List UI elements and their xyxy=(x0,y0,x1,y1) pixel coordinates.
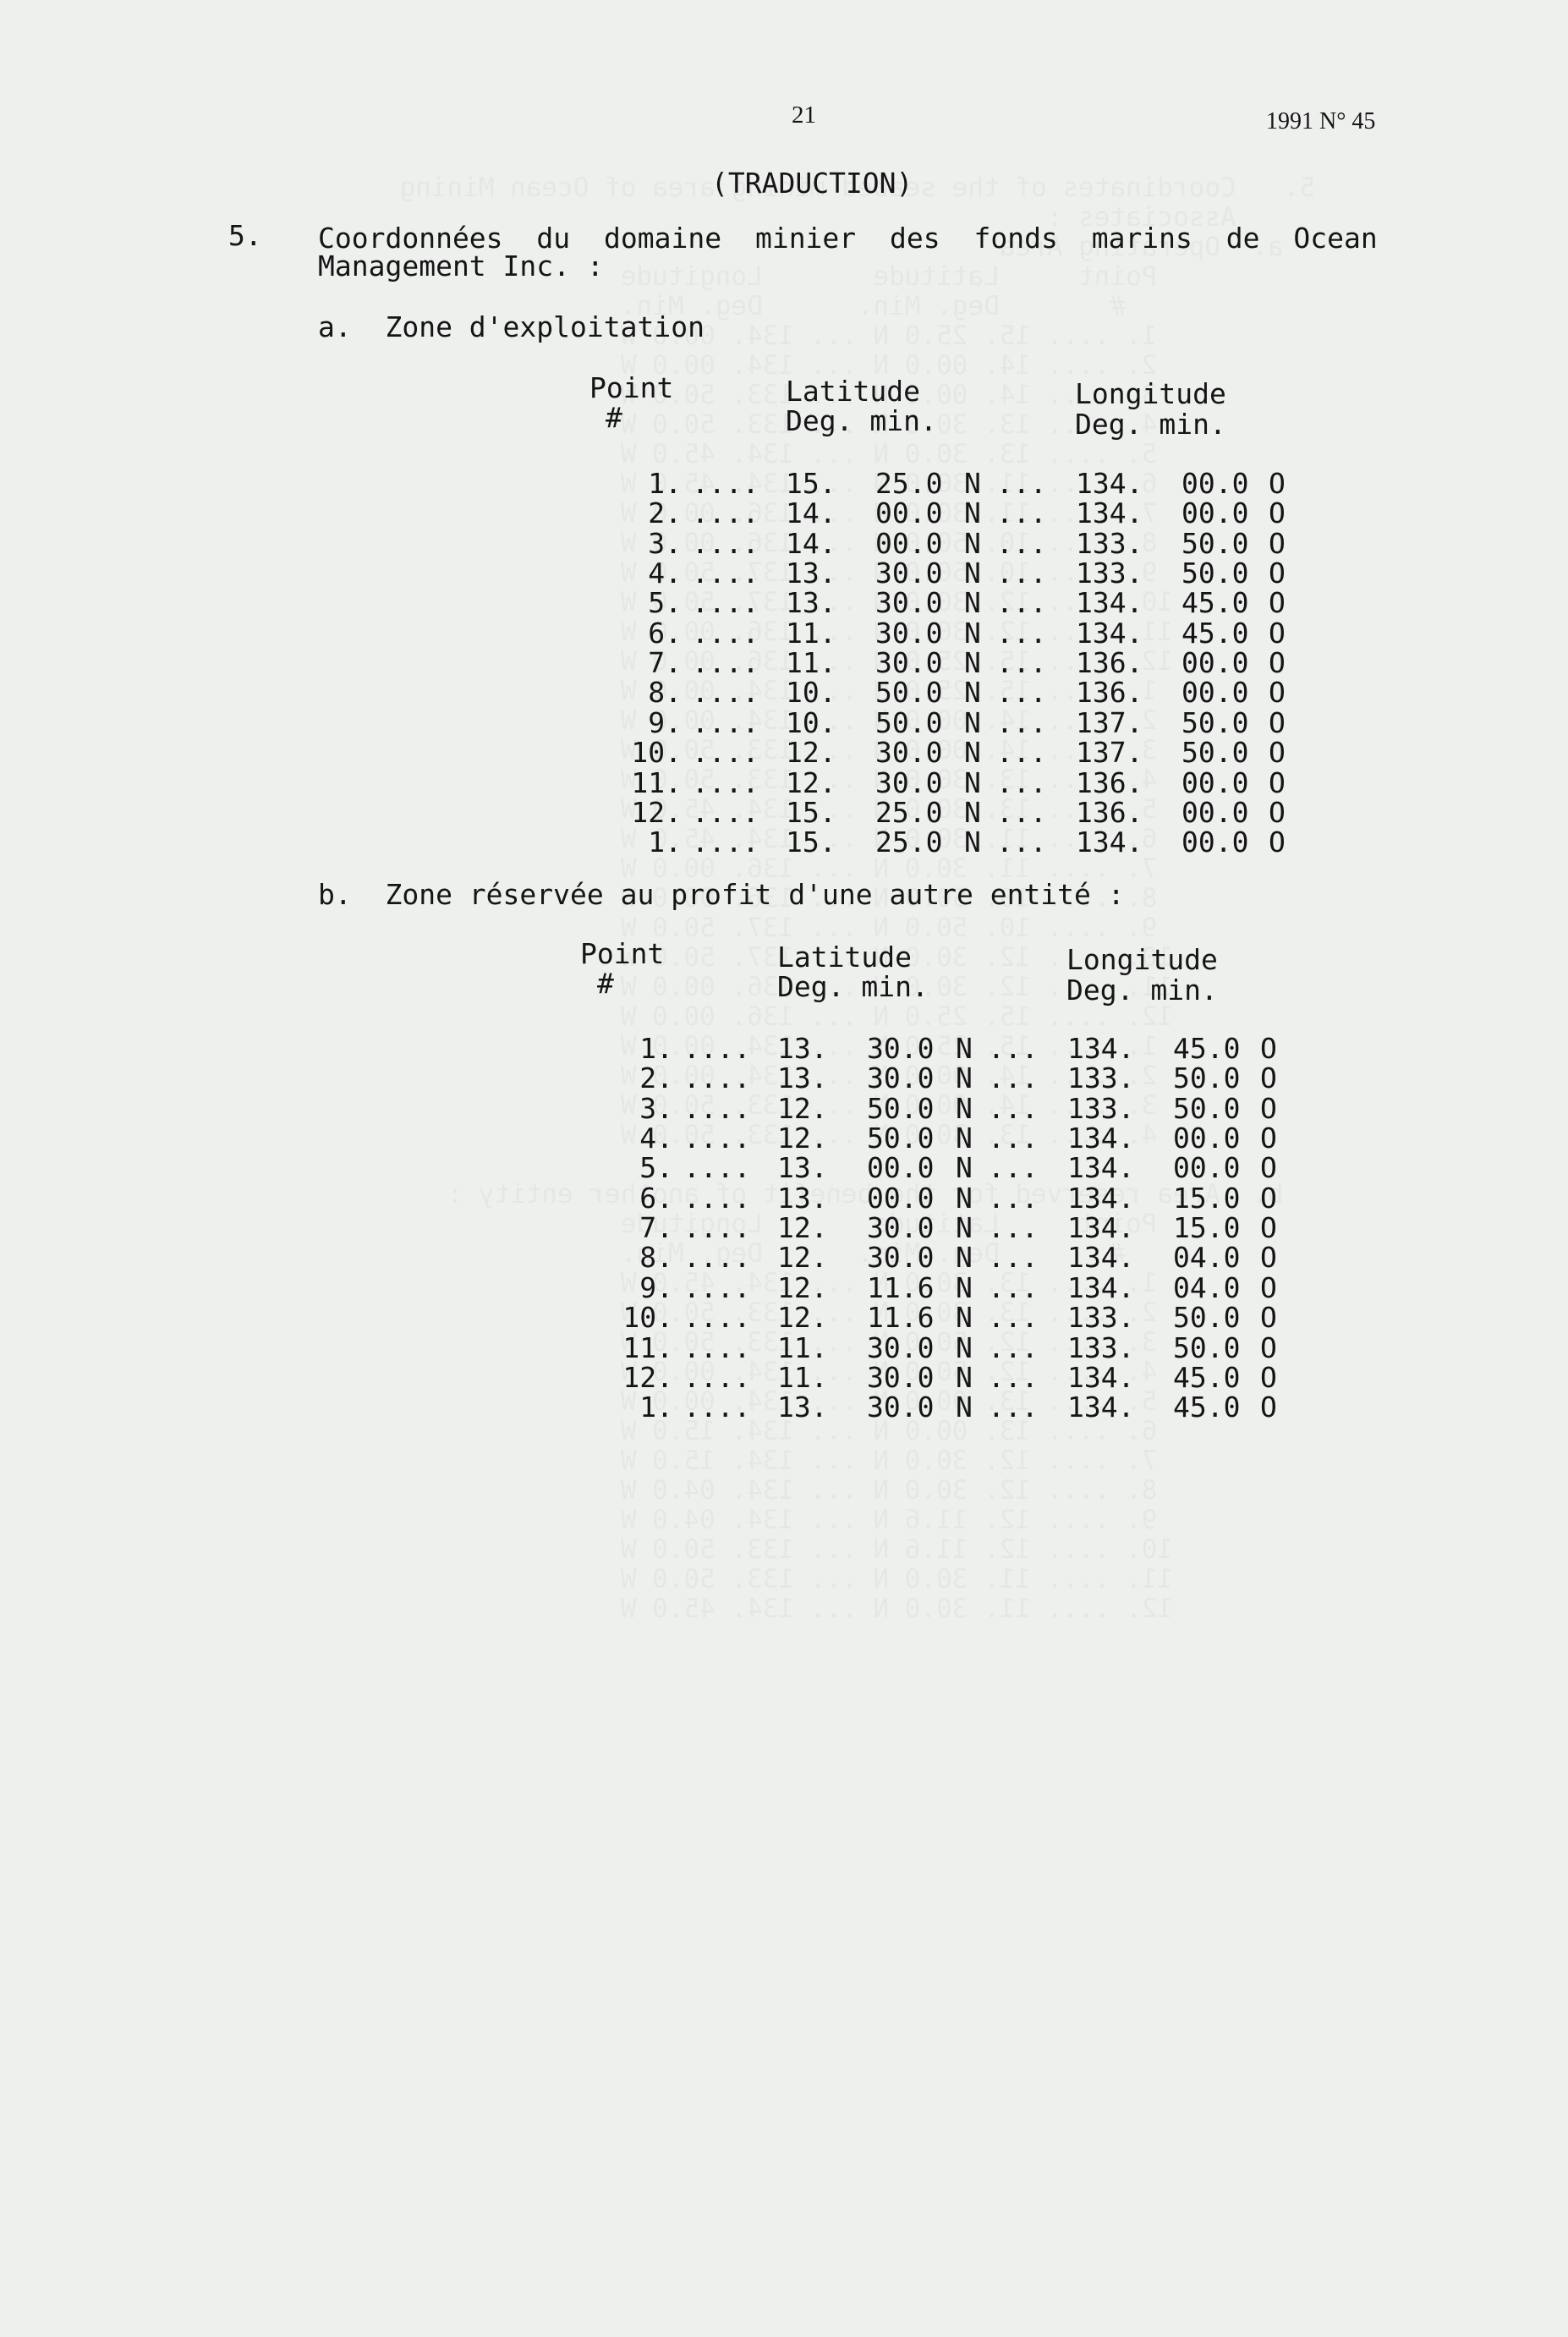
latitude-degrees: 12. xyxy=(777,1211,828,1245)
latitude-degrees: 11. xyxy=(777,1360,828,1394)
point-number: 11. xyxy=(622,1330,673,1364)
longitude-degrees: 134. xyxy=(1067,1122,1135,1155)
longitude-minutes: 04.0 xyxy=(1173,1270,1241,1304)
table-b-col-longitude: Longitude xyxy=(1066,943,1218,976)
leader-dots: .... xyxy=(683,1270,751,1304)
longitude-minutes: 50.0 xyxy=(1173,1301,1241,1335)
latitude-hemisphere: N xyxy=(964,557,981,590)
longitude-hemisphere: O xyxy=(1269,795,1286,829)
latitude-minutes: 30.0 xyxy=(875,586,943,620)
point-number: 8. xyxy=(648,676,682,710)
latitude-degrees: 12. xyxy=(786,736,836,770)
longitude-minutes: 00.0 xyxy=(1181,467,1249,500)
leader-dots: ... xyxy=(996,586,1047,620)
longitude-hemisphere: O xyxy=(1260,1330,1277,1364)
longitude-hemisphere: O xyxy=(1260,1122,1277,1155)
leader-dots: .... xyxy=(683,1062,751,1095)
longitude-hemisphere: O xyxy=(1260,1241,1277,1275)
latitude-minutes: 11.6 xyxy=(867,1301,935,1335)
latitude-hemisphere: N xyxy=(956,1241,973,1275)
leader-dots: ... xyxy=(996,736,1047,770)
table-row xyxy=(0,588,1568,618)
leader-dots: .... xyxy=(692,586,759,620)
leader-dots: .... xyxy=(683,1330,751,1364)
longitude-minutes: 00.0 xyxy=(1181,826,1249,859)
longitude-degrees: 136. xyxy=(1076,795,1143,829)
latitude-hemisphere: N xyxy=(964,586,981,620)
leader-dots: ... xyxy=(988,1301,1039,1335)
longitude-minutes: 45.0 xyxy=(1173,1360,1241,1394)
longitude-minutes: 00.0 xyxy=(1181,765,1249,799)
table-b-col-latitude: Latitude xyxy=(777,941,912,974)
latitude-minutes: 00.0 xyxy=(867,1151,935,1185)
longitude-minutes: 00.0 xyxy=(1181,795,1249,829)
latitude-hemisphere: N xyxy=(964,616,981,650)
longitude-minutes: 45.0 xyxy=(1181,616,1249,650)
leader-dots: ... xyxy=(996,646,1047,680)
latitude-hemisphere: N xyxy=(956,1391,973,1424)
longitude-hemisphere: O xyxy=(1269,765,1286,799)
longitude-minutes: 00.0 xyxy=(1181,646,1249,680)
table-row xyxy=(0,618,1568,649)
longitude-degrees: 134. xyxy=(1067,1181,1135,1215)
longitude-degrees: 133. xyxy=(1067,1330,1135,1364)
latitude-degrees: 10. xyxy=(786,676,836,710)
latitude-hemisphere: N xyxy=(956,1270,973,1304)
longitude-hemisphere: O xyxy=(1260,1151,1277,1185)
latitude-minutes: 11.6 xyxy=(867,1270,935,1304)
section-heading-line2: Management Inc. : xyxy=(318,250,604,283)
latitude-degrees: 11. xyxy=(777,1330,828,1364)
longitude-minutes: 50.0 xyxy=(1173,1062,1241,1095)
longitude-degrees: 133. xyxy=(1067,1091,1135,1125)
longitude-minutes: 45.0 xyxy=(1173,1032,1241,1065)
latitude-minutes: 25.0 xyxy=(875,826,943,859)
table-row xyxy=(0,648,1568,678)
leader-dots: ... xyxy=(996,496,1047,530)
latitude-hemisphere: N xyxy=(964,795,981,829)
section-number: 5. xyxy=(228,219,262,252)
longitude-degrees: 134. xyxy=(1076,496,1143,530)
point-number: 4. xyxy=(648,557,682,590)
longitude-hemisphere: O xyxy=(1269,526,1286,560)
latitude-minutes: 25.0 xyxy=(875,467,943,500)
latitude-minutes: 30.0 xyxy=(867,1062,935,1095)
leader-dots: ... xyxy=(988,1181,1039,1215)
table-row xyxy=(0,1303,1568,1333)
longitude-degrees: 133. xyxy=(1067,1301,1135,1335)
latitude-minutes: 00.0 xyxy=(875,496,943,530)
leader-dots: ... xyxy=(988,1241,1039,1275)
longitude-hemisphere: O xyxy=(1269,586,1286,620)
leader-dots: ... xyxy=(988,1330,1039,1364)
latitude-hemisphere: N xyxy=(956,1151,973,1185)
leader-dots: ... xyxy=(988,1211,1039,1245)
longitude-hemisphere: O xyxy=(1269,676,1286,710)
latitude-degrees: 15. xyxy=(786,826,836,859)
longitude-minutes: 00.0 xyxy=(1181,496,1249,530)
latitude-minutes: 30.0 xyxy=(867,1241,935,1275)
latitude-minutes: 30.0 xyxy=(875,765,943,799)
document-title: (TRADUCTION) xyxy=(711,167,913,200)
latitude-hemisphere: N xyxy=(956,1032,973,1065)
latitude-degrees: 13. xyxy=(786,586,836,620)
longitude-degrees: 134. xyxy=(1067,1211,1135,1245)
table-a-col-longitude: Longitude xyxy=(1075,377,1226,410)
leader-dots: ... xyxy=(996,795,1047,829)
latitude-hemisphere: N xyxy=(964,526,981,560)
table-a-col-lon-units: Deg. min. xyxy=(1075,408,1226,441)
longitude-hemisphere: O xyxy=(1269,467,1286,500)
table-row xyxy=(0,795,1568,829)
point-number: 11. xyxy=(631,765,682,799)
longitude-degrees: 134. xyxy=(1067,1032,1135,1065)
leader-dots: .... xyxy=(683,1360,751,1394)
longitude-hemisphere: O xyxy=(1269,557,1286,590)
latitude-degrees: 13. xyxy=(777,1181,828,1215)
longitude-hemisphere: O xyxy=(1260,1032,1277,1065)
longitude-minutes: 45.0 xyxy=(1181,586,1249,620)
table-row xyxy=(0,1360,1568,1394)
longitude-degrees: 134. xyxy=(1067,1360,1135,1394)
longitude-minutes: 50.0 xyxy=(1181,736,1249,770)
leader-dots: .... xyxy=(683,1391,751,1424)
point-number: 3. xyxy=(639,1091,673,1125)
latitude-minutes: 50.0 xyxy=(875,676,943,710)
longitude-degrees: 134. xyxy=(1076,467,1143,500)
latitude-minutes: 50.0 xyxy=(867,1091,935,1125)
table-row xyxy=(0,738,1568,768)
latitude-degrees: 10. xyxy=(786,705,836,739)
leader-dots: .... xyxy=(692,826,759,859)
table-row xyxy=(0,1123,1568,1154)
longitude-degrees: 137. xyxy=(1076,705,1143,739)
point-number: 12. xyxy=(622,1360,673,1394)
leader-dots: .... xyxy=(692,467,759,500)
point-number: 5. xyxy=(648,586,682,620)
longitude-hemisphere: O xyxy=(1260,1360,1277,1394)
point-number: 9. xyxy=(639,1270,673,1304)
longitude-degrees: 133. xyxy=(1076,557,1143,590)
latitude-degrees: 14. xyxy=(786,526,836,560)
point-number: 7. xyxy=(648,646,682,680)
table-b-col-point-hash: # xyxy=(597,967,614,1000)
latitude-minutes: 30.0 xyxy=(875,557,943,590)
latitude-minutes: 30.0 xyxy=(867,1211,935,1245)
latitude-hemisphere: N xyxy=(956,1330,973,1364)
table-a-col-point: Point xyxy=(589,371,674,404)
longitude-degrees: 134. xyxy=(1076,616,1143,650)
point-number: 8. xyxy=(639,1241,673,1275)
leader-dots: .... xyxy=(683,1301,751,1335)
table-row xyxy=(0,678,1568,708)
leader-dots: .... xyxy=(692,646,759,680)
table-b-label: b. Zone réservée au profit d'une autre entité : xyxy=(318,878,1125,911)
leader-dots: .... xyxy=(683,1211,751,1245)
latitude-minutes: 00.0 xyxy=(875,526,943,560)
leader-dots: ... xyxy=(988,1091,1039,1125)
latitude-degrees: 13. xyxy=(786,557,836,590)
table-a-col-latitude: Latitude xyxy=(786,375,920,408)
longitude-degrees: 134. xyxy=(1067,1270,1135,1304)
longitude-hemisphere: O xyxy=(1260,1211,1277,1245)
table-row xyxy=(0,1270,1568,1304)
longitude-hemisphere: O xyxy=(1269,826,1286,859)
longitude-degrees: 136. xyxy=(1076,676,1143,710)
latitude-hemisphere: N xyxy=(956,1062,973,1095)
longitude-degrees: 133. xyxy=(1076,526,1143,560)
longitude-hemisphere: O xyxy=(1269,646,1286,680)
table-row xyxy=(0,705,1568,739)
table-row xyxy=(0,1063,1568,1094)
longitude-hemisphere: O xyxy=(1269,616,1286,650)
longitude-minutes: 00.0 xyxy=(1173,1151,1241,1185)
issue-number: 1991 N° 45 xyxy=(1266,108,1376,134)
longitude-hemisphere: O xyxy=(1260,1091,1277,1125)
table-row xyxy=(0,1392,1568,1423)
longitude-minutes: 50.0 xyxy=(1173,1330,1241,1364)
longitude-degrees: 136. xyxy=(1076,765,1143,799)
leader-dots: .... xyxy=(683,1122,751,1155)
latitude-hemisphere: N xyxy=(964,676,981,710)
point-number: 9. xyxy=(648,705,682,739)
table-row xyxy=(0,558,1568,589)
section-heading-line1: Coordonnées du domaine minier des fonds marins de Ocean xyxy=(318,222,1378,255)
leader-dots: .... xyxy=(692,736,759,770)
point-number: 1. xyxy=(639,1032,673,1065)
table-row xyxy=(0,1243,1568,1273)
latitude-hemisphere: N xyxy=(956,1122,973,1155)
leader-dots: .... xyxy=(683,1091,751,1125)
leader-dots: ... xyxy=(988,1062,1039,1095)
latitude-degrees: 11. xyxy=(786,646,836,680)
point-number: 3. xyxy=(648,526,682,560)
leader-dots: .... xyxy=(692,616,759,650)
leader-dots: .... xyxy=(692,795,759,829)
longitude-degrees: 134. xyxy=(1076,586,1143,620)
point-number: 4. xyxy=(639,1122,673,1155)
latitude-degrees: 11. xyxy=(786,616,836,650)
leader-dots: ... xyxy=(988,1360,1039,1394)
table-a-label: a. Zone d'exploitation xyxy=(318,310,705,343)
leader-dots: ... xyxy=(996,765,1047,799)
leader-dots: .... xyxy=(683,1032,751,1065)
leader-dots: .... xyxy=(692,676,759,710)
longitude-degrees: 137. xyxy=(1076,736,1143,770)
latitude-hemisphere: N xyxy=(964,496,981,530)
leader-dots: ... xyxy=(988,1391,1039,1424)
longitude-minutes: 00.0 xyxy=(1181,676,1249,710)
latitude-minutes: 30.0 xyxy=(875,616,943,650)
table-row xyxy=(0,827,1568,858)
point-number: 6. xyxy=(639,1181,673,1215)
latitude-hemisphere: N xyxy=(956,1360,973,1394)
longitude-minutes: 50.0 xyxy=(1181,557,1249,590)
leader-dots: ... xyxy=(996,616,1047,650)
leader-dots: .... xyxy=(683,1181,751,1215)
longitude-hemisphere: O xyxy=(1260,1181,1277,1215)
table-b-col-lat-units: Deg. min. xyxy=(777,970,929,1003)
page-number: 21 xyxy=(792,101,816,129)
longitude-degrees: 134. xyxy=(1067,1391,1135,1424)
longitude-minutes: 50.0 xyxy=(1181,526,1249,560)
point-number: 6. xyxy=(648,616,682,650)
longitude-hemisphere: O xyxy=(1269,705,1286,739)
longitude-minutes: 00.0 xyxy=(1173,1122,1241,1155)
latitude-degrees: 15. xyxy=(786,467,836,500)
latitude-minutes: 50.0 xyxy=(867,1122,935,1155)
latitude-minutes: 30.0 xyxy=(867,1032,935,1065)
latitude-minutes: 50.0 xyxy=(875,705,943,739)
leader-dots: ... xyxy=(988,1270,1039,1304)
table-row xyxy=(0,498,1568,529)
longitude-degrees: 134. xyxy=(1076,826,1143,859)
latitude-hemisphere: N xyxy=(964,705,981,739)
latitude-hemisphere: N xyxy=(956,1301,973,1335)
leader-dots: ... xyxy=(996,557,1047,590)
latitude-minutes: 30.0 xyxy=(875,646,943,680)
point-number: 1. xyxy=(639,1391,673,1424)
latitude-degrees: 12. xyxy=(777,1091,828,1125)
leader-dots: ... xyxy=(996,826,1047,859)
longitude-hemisphere: O xyxy=(1269,736,1286,770)
latitude-hemisphere: N xyxy=(956,1211,973,1245)
latitude-degrees: 12. xyxy=(786,765,836,799)
leader-dots: ... xyxy=(996,467,1047,500)
longitude-minutes: 15.0 xyxy=(1173,1181,1241,1215)
latitude-degrees: 12. xyxy=(777,1241,828,1275)
longitude-minutes: 04.0 xyxy=(1173,1241,1241,1275)
point-number: 2. xyxy=(639,1062,673,1095)
leader-dots: .... xyxy=(683,1151,751,1185)
latitude-minutes: 25.0 xyxy=(875,795,943,829)
table-a-col-lat-units: Deg. min. xyxy=(786,404,937,437)
leader-dots: .... xyxy=(692,557,759,590)
table-row xyxy=(0,1091,1568,1125)
table-row xyxy=(0,1213,1568,1243)
point-number: 1. xyxy=(648,467,682,500)
leader-dots: ... xyxy=(996,705,1047,739)
latitude-degrees: 13. xyxy=(777,1062,828,1095)
latitude-degrees: 12. xyxy=(777,1301,828,1335)
point-number: 2. xyxy=(648,496,682,530)
table-b-col-point: Point xyxy=(580,937,665,970)
point-number: 1. xyxy=(648,826,682,859)
leader-dots: .... xyxy=(692,496,759,530)
longitude-degrees: 136. xyxy=(1076,646,1143,680)
latitude-minutes: 30.0 xyxy=(867,1330,935,1364)
longitude-minutes: 45.0 xyxy=(1173,1391,1241,1424)
longitude-hemisphere: O xyxy=(1260,1062,1277,1095)
table-row xyxy=(0,1330,1568,1364)
latitude-hemisphere: N xyxy=(964,826,981,859)
latitude-hemisphere: N xyxy=(964,646,981,680)
leader-dots: ... xyxy=(996,676,1047,710)
longitude-hemisphere: O xyxy=(1260,1301,1277,1335)
latitude-hemisphere: N xyxy=(964,765,981,799)
longitude-minutes: 15.0 xyxy=(1173,1211,1241,1245)
longitude-minutes: 50.0 xyxy=(1173,1091,1241,1125)
longitude-degrees: 134. xyxy=(1067,1151,1135,1185)
latitude-hemisphere: N xyxy=(956,1091,973,1125)
longitude-hemisphere: O xyxy=(1260,1391,1277,1424)
point-number: 10. xyxy=(622,1301,673,1335)
longitude-minutes: 50.0 xyxy=(1181,705,1249,739)
latitude-minutes: 00.0 xyxy=(867,1181,935,1215)
leader-dots: ... xyxy=(988,1151,1039,1185)
table-a-col-point-hash: # xyxy=(606,401,622,434)
leader-dots: .... xyxy=(692,705,759,739)
latitude-degrees: 13. xyxy=(777,1151,828,1185)
latitude-hemisphere: N xyxy=(956,1181,973,1215)
latitude-hemisphere: N xyxy=(964,736,981,770)
point-number: 7. xyxy=(639,1211,673,1245)
latitude-degrees: 13. xyxy=(777,1032,828,1065)
leader-dots: ... xyxy=(996,526,1047,560)
leader-dots: ... xyxy=(988,1122,1039,1155)
leader-dots: ... xyxy=(988,1032,1039,1065)
table-row xyxy=(0,1183,1568,1214)
leader-dots: .... xyxy=(683,1241,751,1275)
longitude-hemisphere: O xyxy=(1260,1270,1277,1304)
latitude-degrees: 14. xyxy=(786,496,836,530)
point-number: 5. xyxy=(639,1151,673,1185)
table-row xyxy=(0,765,1568,799)
table-row xyxy=(0,1153,1568,1183)
point-number: 10. xyxy=(631,736,682,770)
latitude-minutes: 30.0 xyxy=(867,1360,935,1394)
latitude-hemisphere: N xyxy=(964,467,981,500)
leader-dots: .... xyxy=(692,765,759,799)
longitude-degrees: 133. xyxy=(1067,1062,1135,1095)
table-b-col-lon-units: Deg. min. xyxy=(1066,974,1218,1007)
table-row xyxy=(0,526,1568,560)
latitude-degrees: 12. xyxy=(777,1122,828,1155)
longitude-degrees: 134. xyxy=(1067,1241,1135,1275)
latitude-minutes: 30.0 xyxy=(867,1391,935,1424)
leader-dots: .... xyxy=(692,526,759,560)
table-row xyxy=(0,1034,1568,1064)
point-number: 12. xyxy=(631,795,682,829)
latitude-degrees: 15. xyxy=(786,795,836,829)
table-row xyxy=(0,469,1568,499)
latitude-degrees: 12. xyxy=(777,1270,828,1304)
longitude-hemisphere: O xyxy=(1269,496,1286,530)
latitude-degrees: 13. xyxy=(777,1391,828,1424)
latitude-minutes: 30.0 xyxy=(875,736,943,770)
